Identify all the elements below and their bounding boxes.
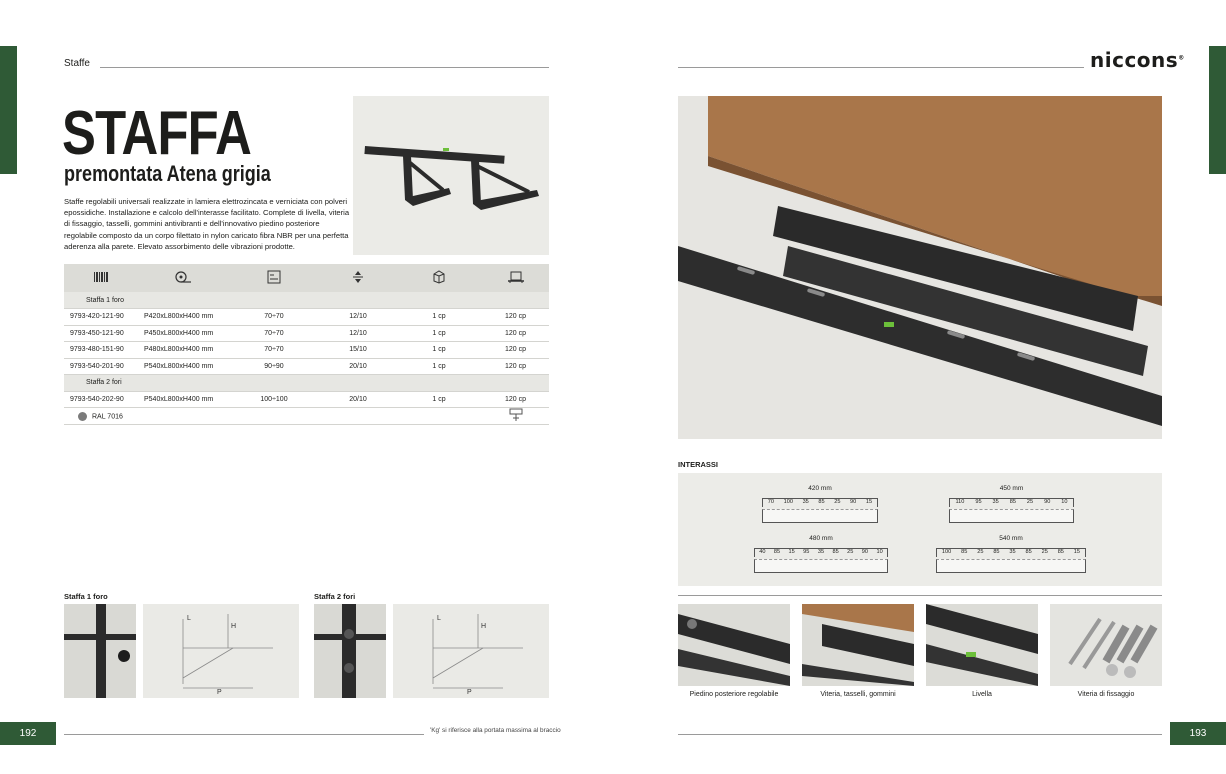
caption-livella: Livella xyxy=(972,691,992,698)
svg-text:L: L xyxy=(187,615,191,622)
footer-note: 'Kg' si riferisce alla portata massima al braccio xyxy=(430,727,561,734)
caption-viteria-fissaggio: Viteria di fissaggio xyxy=(1077,691,1135,698)
pallet-icon xyxy=(482,264,549,292)
svg-text:H: H xyxy=(481,623,487,630)
svg-text:H: H xyxy=(231,623,237,630)
thumb-livella xyxy=(926,604,1038,686)
staffa2-diagram xyxy=(393,604,549,698)
product-subtitle: premontata Atena grigia xyxy=(64,161,271,186)
table-row: 9793-420-121-90 P420xL800xH400 mm 70÷70 12/10 1 cp 120 cp xyxy=(64,309,549,326)
section-title: Staffe xyxy=(64,58,90,69)
table-row: 9793-540-202-90 P540xL800xH400 mm 100÷100 20/10 1 cp 120 cp xyxy=(64,391,549,408)
group-row: Staffa 1 foro xyxy=(64,292,549,309)
interassi-rule xyxy=(678,595,1162,596)
right-edge-bar xyxy=(1209,46,1226,174)
barcode-icon xyxy=(64,264,138,292)
staffa2-label: Staffa 2 fori xyxy=(314,592,356,601)
thumb-piedino xyxy=(678,604,790,686)
svg-text:P: P xyxy=(467,689,472,696)
interassi-label: INTERASSI xyxy=(678,460,719,469)
brand-logo: niccons® xyxy=(1090,48,1185,72)
table-row: 9793-540-201-90 P540xL800xH400 mm 90÷90 20/10 1 cp 120 cp xyxy=(64,358,549,375)
ral-row xyxy=(64,408,549,425)
interassi-420: 420 mm 70 100 35 85 25 90 15 xyxy=(762,485,878,525)
ral-color-swatch xyxy=(78,412,87,421)
interassi-540: 540 mm 100 85 25 85 35 85 25 85 15 xyxy=(936,535,1086,575)
bracket-illustration xyxy=(353,96,549,255)
thickness-icon xyxy=(320,264,396,292)
left-edge-bar xyxy=(0,46,17,174)
interassi-450: 450 mm 110 95 35 85 25 90 10 xyxy=(949,485,1074,525)
staffa1-diagram xyxy=(143,604,299,698)
tools-icon xyxy=(482,408,549,425)
group-row: Staffa 2 fori xyxy=(64,375,549,392)
product-description: Staffe regolabili universali realizzate in lamiera elettrozincata e verniciata con polveri epossidiche. Installazione e calcolo dell'interasse facilitato. Complete di livella, viteria di fissaggio, tasselli, gommini antivibranti e dell'innovativo piedino posteriore regolabile composto da un corpo filettato in nylon caricato fibra NBR per una perfetta aderenza alla parete. Elevato assorbimento delle vibrazioni prodotte. xyxy=(64,197,350,251)
page-number-right: 193 xyxy=(1170,722,1226,745)
header-rule-left xyxy=(100,67,549,68)
table-row: 9793-450-121-90 P450xL800xH400 mm 70÷70 12/10 1 cp 120 cp xyxy=(64,325,549,342)
interassi-480: 480 mm 40 85 15 95 35 85 25 90 10 xyxy=(754,535,888,575)
caption-piedino: Piedino posteriore regolabile xyxy=(689,691,779,698)
tape-measure-icon xyxy=(138,264,228,292)
footer-rule-left xyxy=(64,734,424,735)
footer-rule-right xyxy=(678,734,1162,735)
staffa1-detail-photo xyxy=(64,604,136,698)
spec-table xyxy=(64,264,549,425)
svg-text:L: L xyxy=(437,615,441,622)
thumb-viteria-tasselli xyxy=(802,604,914,686)
product-image xyxy=(353,96,549,255)
interassi-panel xyxy=(678,473,1162,586)
header-rule-right xyxy=(678,67,1084,68)
staffa1-label: Staffa 1 foro xyxy=(64,592,108,601)
page-number-left: 192 xyxy=(0,722,56,745)
svg-text:P: P xyxy=(217,689,222,696)
table-header xyxy=(64,264,549,292)
table-row: 9793-480-151-90 P480xL800xH400 mm 70÷70 15/10 1 cp 120 cp xyxy=(64,342,549,359)
product-title: STAFFA xyxy=(62,99,252,168)
thumb-viteria-fissaggio xyxy=(1050,604,1162,686)
packaging-photo xyxy=(678,96,1162,439)
staffa2-detail-photo xyxy=(314,604,386,698)
ral-code: RAL 7016 xyxy=(92,412,123,420)
caption-viteria-tasselli: Viteria, tasselli, gommini xyxy=(820,691,896,698)
box-icon xyxy=(396,264,482,292)
profile-section-icon xyxy=(228,264,320,292)
